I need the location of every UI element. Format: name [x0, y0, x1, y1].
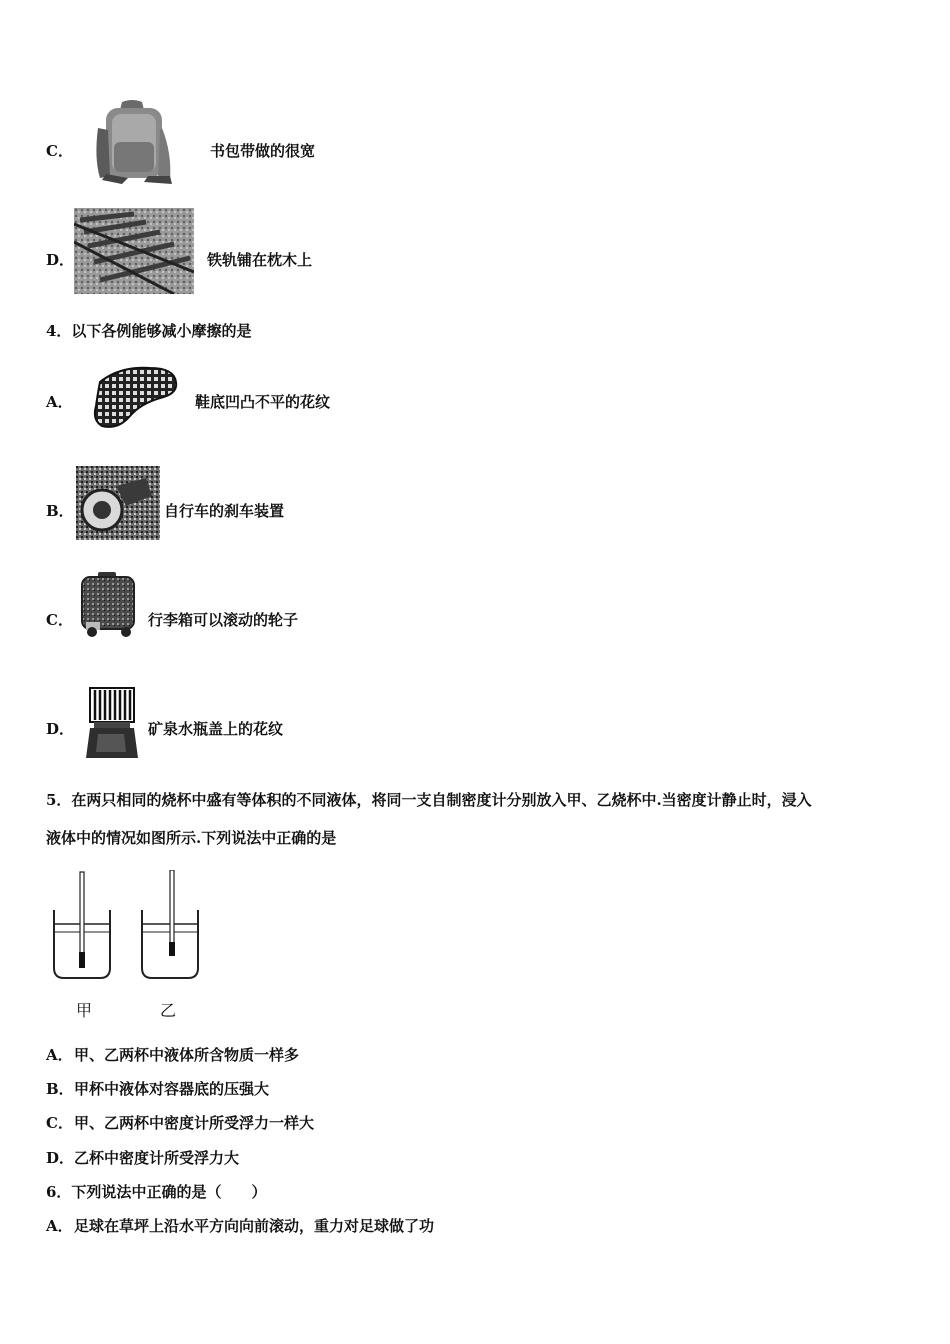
beaker-jia	[54, 872, 110, 978]
option-text: 鞋底凹凸不平的花纹	[195, 393, 331, 411]
option-letter: B．	[46, 1080, 74, 1098]
q6-stem: 6．下列说法中正确的是（ ）	[46, 1183, 267, 1201]
option-text: 书包带做的很宽	[210, 142, 316, 160]
option-text: 乙杯中密度计所受浮力大	[74, 1149, 240, 1167]
figure-label-jia: 甲	[76, 1001, 93, 1020]
bottle-cap-image	[84, 686, 140, 758]
option-text: 铁轨铺在枕木上	[207, 251, 313, 269]
option-letter: C．	[46, 1114, 73, 1132]
option-text: 足球在草坪上沿水平方向向前滚动，重力对足球做了功	[74, 1217, 435, 1235]
option-text: 甲杯中液体对容器底的压强大	[74, 1080, 270, 1098]
option-letter: C．	[46, 142, 73, 160]
beaker-yi	[142, 870, 198, 978]
option-text: 自行车的刹车装置	[164, 502, 285, 520]
option-letter: D．	[46, 1149, 75, 1167]
option-text: 矿泉水瓶盖上的花纹	[148, 720, 284, 738]
option-letter: D．	[46, 720, 75, 738]
q5-stem-line2: 液体中的情况如图所示.下列说法中正确的是	[46, 829, 337, 847]
option-letter: A．	[46, 393, 73, 411]
option-text: 甲、乙两杯中液体所含物质一样多	[74, 1046, 300, 1064]
option-letter: A．	[46, 1046, 73, 1064]
hydrometer-figure	[46, 870, 216, 982]
option-letter: A．	[46, 1217, 73, 1235]
option-text: 行李箱可以滚动的轮子	[148, 611, 299, 629]
option-text: 甲、乙两杯中密度计所受浮力一样大	[74, 1114, 315, 1132]
railway-image	[74, 208, 194, 294]
q5-stem-line1: 5．在两只相同的烧杯中盛有等体积的不同液体，将同一支自制密度计分别放入甲、乙烧杯中.当密度计静止时，浸入	[46, 791, 812, 809]
option-letter: C．	[46, 611, 73, 629]
shoe-sole-image	[90, 362, 182, 432]
option-letter: B．	[46, 502, 74, 520]
suitcase-image	[76, 572, 138, 638]
bicycle-brake-image	[76, 466, 160, 540]
q4-stem: 4．以下各例能够减小摩擦的是	[46, 322, 252, 340]
backpack-image	[92, 98, 178, 188]
option-letter: D．	[46, 251, 75, 269]
figure-label-yi: 乙	[160, 1001, 177, 1020]
